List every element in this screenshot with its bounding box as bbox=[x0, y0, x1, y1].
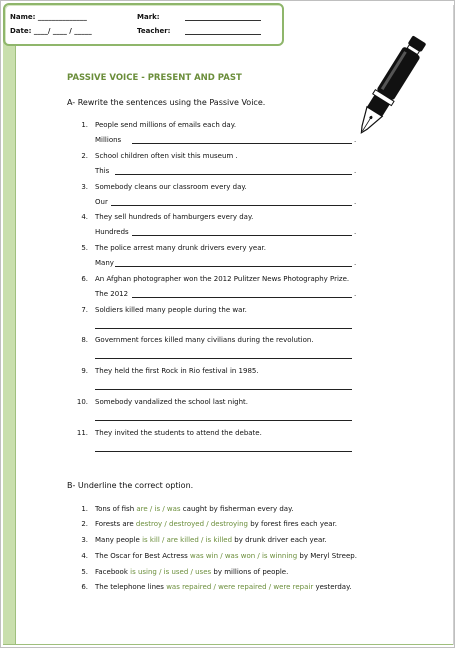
item-number: 5. bbox=[81, 568, 88, 576]
mark-label: Mark: bbox=[137, 13, 160, 21]
answer-line[interactable] bbox=[95, 358, 352, 359]
item-number: 9. bbox=[81, 367, 88, 375]
answer-line[interactable] bbox=[132, 297, 352, 298]
sentence-text: They held the first Rock in Rio festival in 1985. bbox=[95, 367, 259, 375]
worksheet-title: PASSIVE VOICE - PRESENT AND PAST bbox=[67, 73, 242, 83]
answer-line[interactable] bbox=[132, 143, 352, 144]
sentence-before: Tons of fish bbox=[95, 505, 137, 513]
mark-line bbox=[185, 20, 261, 21]
item-number: 8. bbox=[81, 336, 88, 344]
sentence-text: Soldiers killed many people during the war. bbox=[95, 306, 247, 314]
teacher-line bbox=[185, 34, 261, 35]
sidebar-stripe bbox=[3, 40, 16, 644]
answer-prompt: The 2012 bbox=[95, 290, 129, 298]
line-end-period: . bbox=[354, 136, 357, 144]
option-sentence bbox=[95, 568, 288, 576]
sentence-text: Somebody vandalized the school last night. bbox=[95, 398, 248, 406]
answer-line[interactable] bbox=[115, 174, 352, 175]
section-b-instruction: B- Underline the correct option. bbox=[67, 481, 194, 490]
sentence-after: caught by fisherman every day. bbox=[180, 505, 294, 513]
answer-line[interactable] bbox=[115, 266, 352, 267]
option-choices[interactable]: was win / was won / is winning bbox=[190, 552, 298, 560]
teacher-label: Teacher: bbox=[137, 27, 171, 35]
sentence-text: An Afghan photographer won the 2012 Pulitzer News Photography Prize. bbox=[95, 275, 350, 283]
page-border-bottom bbox=[3, 644, 453, 645]
sentence-before: Facebook bbox=[95, 568, 131, 576]
sentence-text: They invited the students to attend the debate. bbox=[95, 429, 262, 437]
item-number: 7. bbox=[81, 306, 88, 314]
line-end-period: . bbox=[354, 228, 357, 236]
option-choices[interactable]: is kill / are killed / is killed bbox=[142, 536, 233, 544]
section-a-instruction: A- Rewrite the sentences using the Passive Voice. bbox=[67, 98, 266, 107]
line-end-period: . bbox=[354, 259, 357, 267]
answer-prompt: Millions bbox=[95, 136, 122, 144]
sentence-after: yesterday. bbox=[313, 583, 352, 591]
option-sentence bbox=[95, 536, 327, 544]
line-end-period: . bbox=[354, 167, 357, 175]
answer-line[interactable] bbox=[95, 451, 352, 452]
fountain-pen-icon bbox=[349, 27, 431, 147]
sentence-after: by forest fires each year. bbox=[247, 520, 338, 528]
item-number: 2. bbox=[81, 520, 88, 528]
sentence-text: Somebody cleans our classroom every day. bbox=[95, 183, 247, 191]
sentence-before: Forests are bbox=[95, 520, 136, 528]
item-number: 2. bbox=[81, 152, 88, 160]
item-number: 1. bbox=[81, 505, 88, 513]
item-number: 3. bbox=[81, 536, 88, 544]
line-end-period: . bbox=[354, 290, 357, 298]
option-sentence bbox=[95, 505, 293, 513]
answer-line[interactable] bbox=[111, 205, 352, 206]
item-number: 4. bbox=[81, 213, 88, 221]
answer-prompt: This bbox=[95, 167, 110, 175]
item-number: 11. bbox=[76, 429, 88, 437]
sentence-before: The telephone lines bbox=[95, 583, 167, 591]
sentence-text: The police arrest many drunk drivers every year. bbox=[95, 244, 266, 252]
sentence-text: School children often visit this museum . bbox=[95, 152, 238, 160]
answer-line[interactable] bbox=[95, 328, 352, 329]
sentence-after: by drunk driver each year. bbox=[232, 536, 327, 544]
sentence-before: The Oscar for Best Actress bbox=[95, 552, 191, 560]
item-number: 6. bbox=[81, 583, 88, 591]
sentence-after: by Meryl Streep. bbox=[297, 552, 357, 560]
sentence-before: Many people bbox=[95, 536, 143, 544]
option-choices[interactable]: are / is / was bbox=[136, 505, 181, 513]
item-number: 6. bbox=[81, 275, 88, 283]
page-border-right bbox=[453, 5, 454, 645]
option-choices[interactable]: destroy / destroyed / destroying bbox=[135, 520, 248, 528]
option-sentence bbox=[95, 552, 357, 560]
answer-line[interactable] bbox=[95, 389, 352, 390]
line-end-period: . bbox=[354, 198, 357, 206]
answer-prompt: Many bbox=[95, 259, 114, 267]
sentence-after: by millions of people. bbox=[211, 568, 289, 576]
sentence-text: They sell hundreds of hamburgers every day. bbox=[95, 213, 254, 221]
sentence-text: Government forces killed many civilians during the revolution. bbox=[95, 336, 314, 344]
option-sentence bbox=[95, 583, 351, 591]
answer-prompt: Hundreds bbox=[95, 228, 129, 236]
item-number: 10. bbox=[76, 398, 88, 406]
item-number: 4. bbox=[81, 552, 88, 560]
item-number: 1. bbox=[81, 121, 88, 129]
option-choices[interactable]: was repaired / were repaired / were repair bbox=[166, 583, 314, 591]
sentence-text: People send millions of emails each day. bbox=[95, 121, 237, 129]
date-label: Date: ____/ ____ / _____ bbox=[10, 27, 92, 35]
answer-line[interactable] bbox=[132, 235, 352, 236]
answer-line[interactable] bbox=[95, 420, 352, 421]
option-choices[interactable]: is using / is used / uses bbox=[130, 568, 212, 576]
option-sentence bbox=[95, 520, 337, 528]
item-number: 3. bbox=[81, 183, 88, 191]
item-number: 5. bbox=[81, 244, 88, 252]
answer-prompt: Our bbox=[95, 198, 108, 206]
header-box bbox=[3, 3, 284, 46]
name-label: Name: ______________ bbox=[10, 13, 87, 21]
